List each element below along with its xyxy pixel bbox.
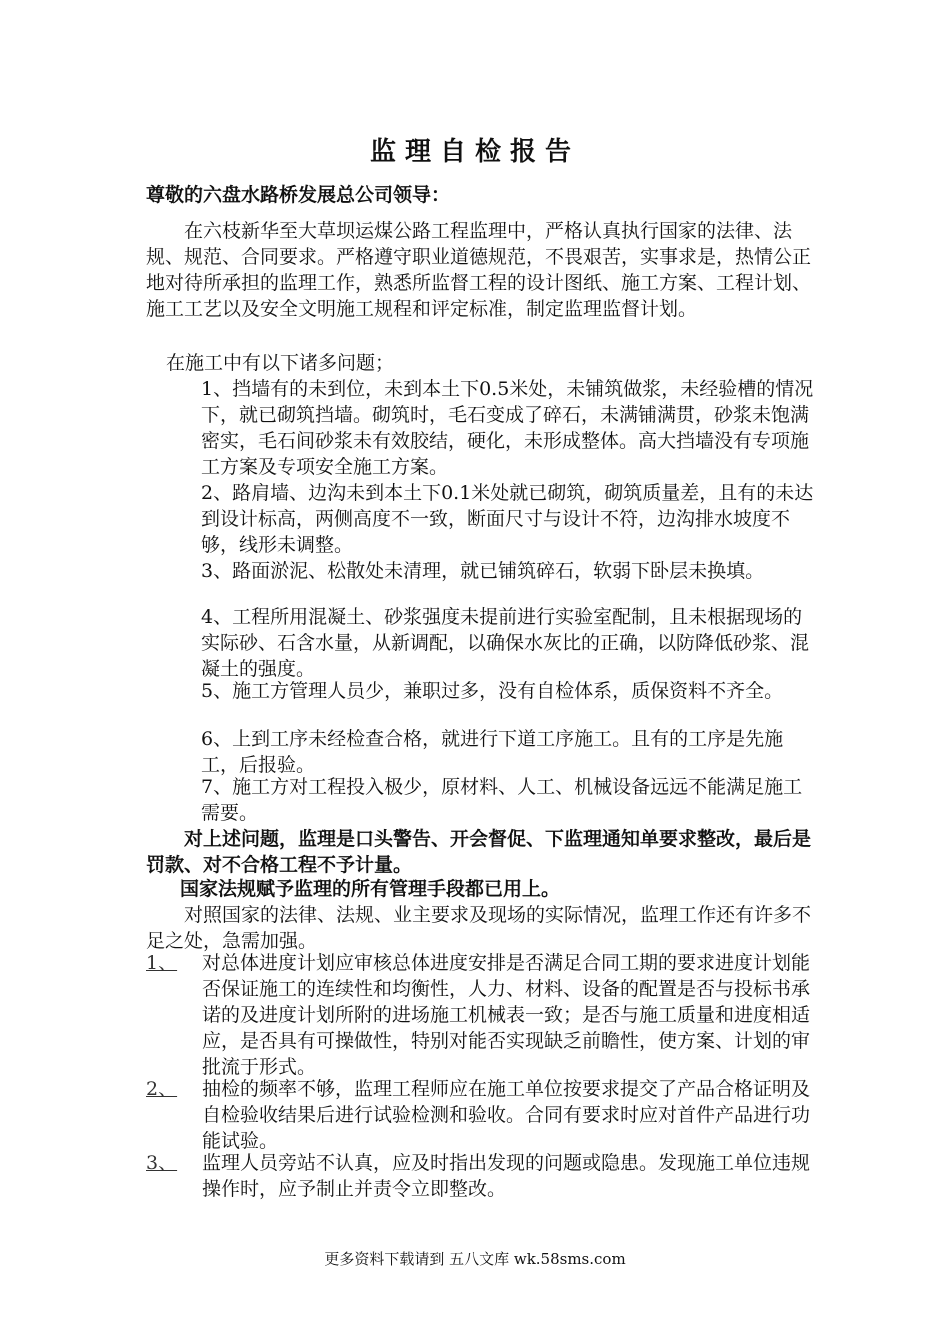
greeting: 尊敬的六盘水路桥发展总公司领导： xyxy=(146,184,451,206)
problems-heading: 在施工中有以下诸多问题； xyxy=(166,352,395,374)
shortcoming-number: 2、 xyxy=(146,1078,178,1100)
means-used-paragraph: 国家法规赋予监理的所有管理手段都已用上。 xyxy=(180,878,561,900)
problem-item: 1、挡墙有的未到位，未到本土下0.5米处，未铺筑做浆，未经验槽的情况下，就已砌筑挡墙。砌筑时，毛石变成了碎石，未满铺满贯，砂浆未饱满密实，毛石间砂浆未有效胶结，硬化，未形成整体。高大挡墙没有专项施工方案及专项安全施工方案。 xyxy=(201,378,814,478)
problem-item: 6、上到工序未经检查合格，就进行下道工序施工。且有的工序是先施工，后报验。 xyxy=(201,728,784,776)
document-title: 监理自检报告 xyxy=(369,137,580,167)
measures-paragraph: 对上述问题，监理是口头警告、开会督促、下监理通知单要求整改，最后是罚款、对不合格工程不予计量。 xyxy=(146,828,812,876)
problem-item: 5、施工方管理人员少，兼职过多，没有自检体系，质保资料不齐全。 xyxy=(201,680,784,702)
shortcoming-number: 3、 xyxy=(146,1152,178,1174)
shortcoming-text: 对总体进度计划应审核总体进度安排是否满足合同工期的要求进度计划能否保证施工的连续性和均衡性，人力、材料、设备的配置是否与投标书承诺的及进度计划所附的进场施工机械表一致；是否与施工质量和进度相适应，是否具有可操做性，特别对能否实现缺乏前瞻性，使方案、计划的审批流于形式。 xyxy=(202,952,811,1078)
problem-item: 3、路面淤泥、松散处未清理，就已铺筑碎石，软弱下卧层未换填。 xyxy=(201,560,765,582)
problem-item: 4、工程所用混凝土、砂浆强度未提前进行实验室配制，且未根据现场的实际砂、石含水量，从新调配，以确保水灰比的正确，以防降低砂浆、混凝土的强度。 xyxy=(201,606,810,680)
intro-paragraph: 在六枝新华至大草坝运煤公路工程监理中，严格认真执行国家的法律、法规、规范、合同要求。严格遵守职业道德规范，不畏艰苦，实事求是，热情公正地对待所承担的监理工作，熟悉所监督工程的设计图纸、施工方案、工程计划、施工工艺以及安全文明施工规程和评定标准，制定监理监督计划。 xyxy=(146,220,812,320)
problem-item: 2、路肩墙、边沟未到本土下0.1米处就已砌筑，砌筑质量差，且有的未达到设计标高，两侧高度不一致，断面尺寸与设计不符，边沟排水坡度不够，线形未调整。 xyxy=(201,482,814,556)
footer-link-text[interactable]: 更多资料下载请到 五八文库 wk.58sms.com xyxy=(324,1250,626,1268)
shortcoming-text: 抽检的频率不够，监理工程师应在施工单位按要求提交了产品合格证明及自检验收结果后进行试验检测和验收。合同有要求时应对首件产品进行功能试验。 xyxy=(202,1078,811,1152)
shortcomings-intro: 对照国家的法律、法规、业主要求及现场的实际情况，监理工作还有许多不足之处，急需加强。 xyxy=(146,904,812,952)
shortcoming-number: 1、 xyxy=(146,952,178,974)
problem-item: 7、施工方对工程投入极少，原材料、人工、机械设备远远不能满足施工需要。 xyxy=(201,776,803,824)
shortcoming-text: 监理人员旁站不认真，应及时指出发现的问题或隐患。发现施工单位违规操作时，应予制止并责令立即整改。 xyxy=(202,1152,811,1200)
